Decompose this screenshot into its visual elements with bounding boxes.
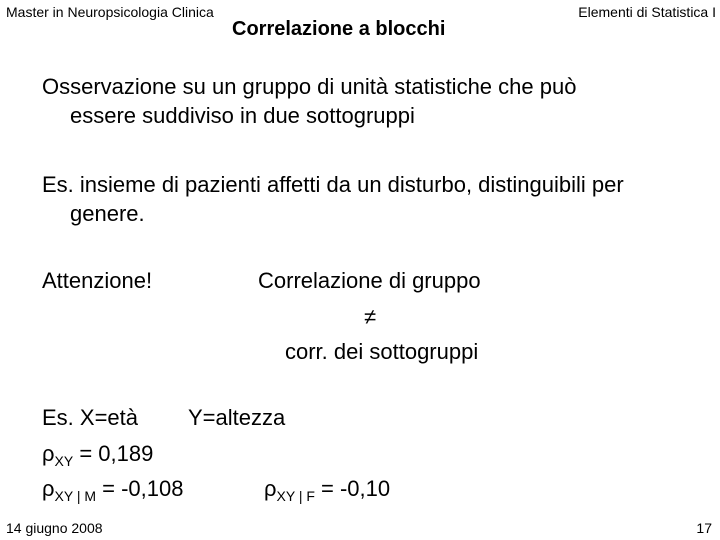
slide-title: Correlazione a blocchi bbox=[232, 18, 446, 40]
rho-symbol: ρ bbox=[42, 441, 55, 466]
rho-xy-male-formula bbox=[42, 476, 183, 504]
subgroup-correlation-label: corr. dei sottogruppi bbox=[285, 339, 479, 364]
rho-subscript: XY | F bbox=[276, 488, 315, 504]
rho-xy-formula bbox=[42, 441, 153, 469]
rho-symbol: ρ bbox=[42, 476, 55, 501]
example-y-variable: Y=altezza bbox=[188, 405, 286, 430]
rho-value: = -0,108 bbox=[96, 476, 184, 501]
rho-symbol: ρ bbox=[264, 476, 277, 501]
rho-subscript: XY bbox=[54, 453, 74, 469]
rho-subscript: XY | M bbox=[54, 488, 97, 504]
example-x-variable: Es. X=età bbox=[42, 405, 139, 430]
header-right-subject: Elementi di Statistica I bbox=[578, 4, 716, 20]
group-correlation-label: Correlazione di gruppo bbox=[258, 268, 481, 293]
paragraph-example-line1: Es. insieme di pazienti affetti da un disturbo, distinguibili per bbox=[42, 172, 624, 197]
paragraph-example bbox=[42, 170, 624, 228]
header-left-course: Master in Neuropsicologia Clinica bbox=[6, 4, 214, 20]
paragraph-observation-line1: Osservazione su un gruppo di unità statistiche che può bbox=[42, 74, 577, 99]
footer-page-number: 17 bbox=[696, 520, 712, 536]
rho-xy-female-formula bbox=[264, 476, 390, 504]
paragraph-observation-line2: essere suddiviso in due sottogruppi bbox=[70, 103, 415, 128]
footer-date: 14 giugno 2008 bbox=[6, 520, 103, 536]
paragraph-example-line2: genere. bbox=[70, 201, 145, 226]
attention-label: Attenzione! bbox=[42, 268, 153, 293]
rho-value: = -0,10 bbox=[314, 476, 391, 501]
paragraph-observation bbox=[42, 72, 576, 130]
rho-value: = 0,189 bbox=[73, 441, 154, 466]
not-equal-symbol: ≠ bbox=[364, 304, 377, 329]
